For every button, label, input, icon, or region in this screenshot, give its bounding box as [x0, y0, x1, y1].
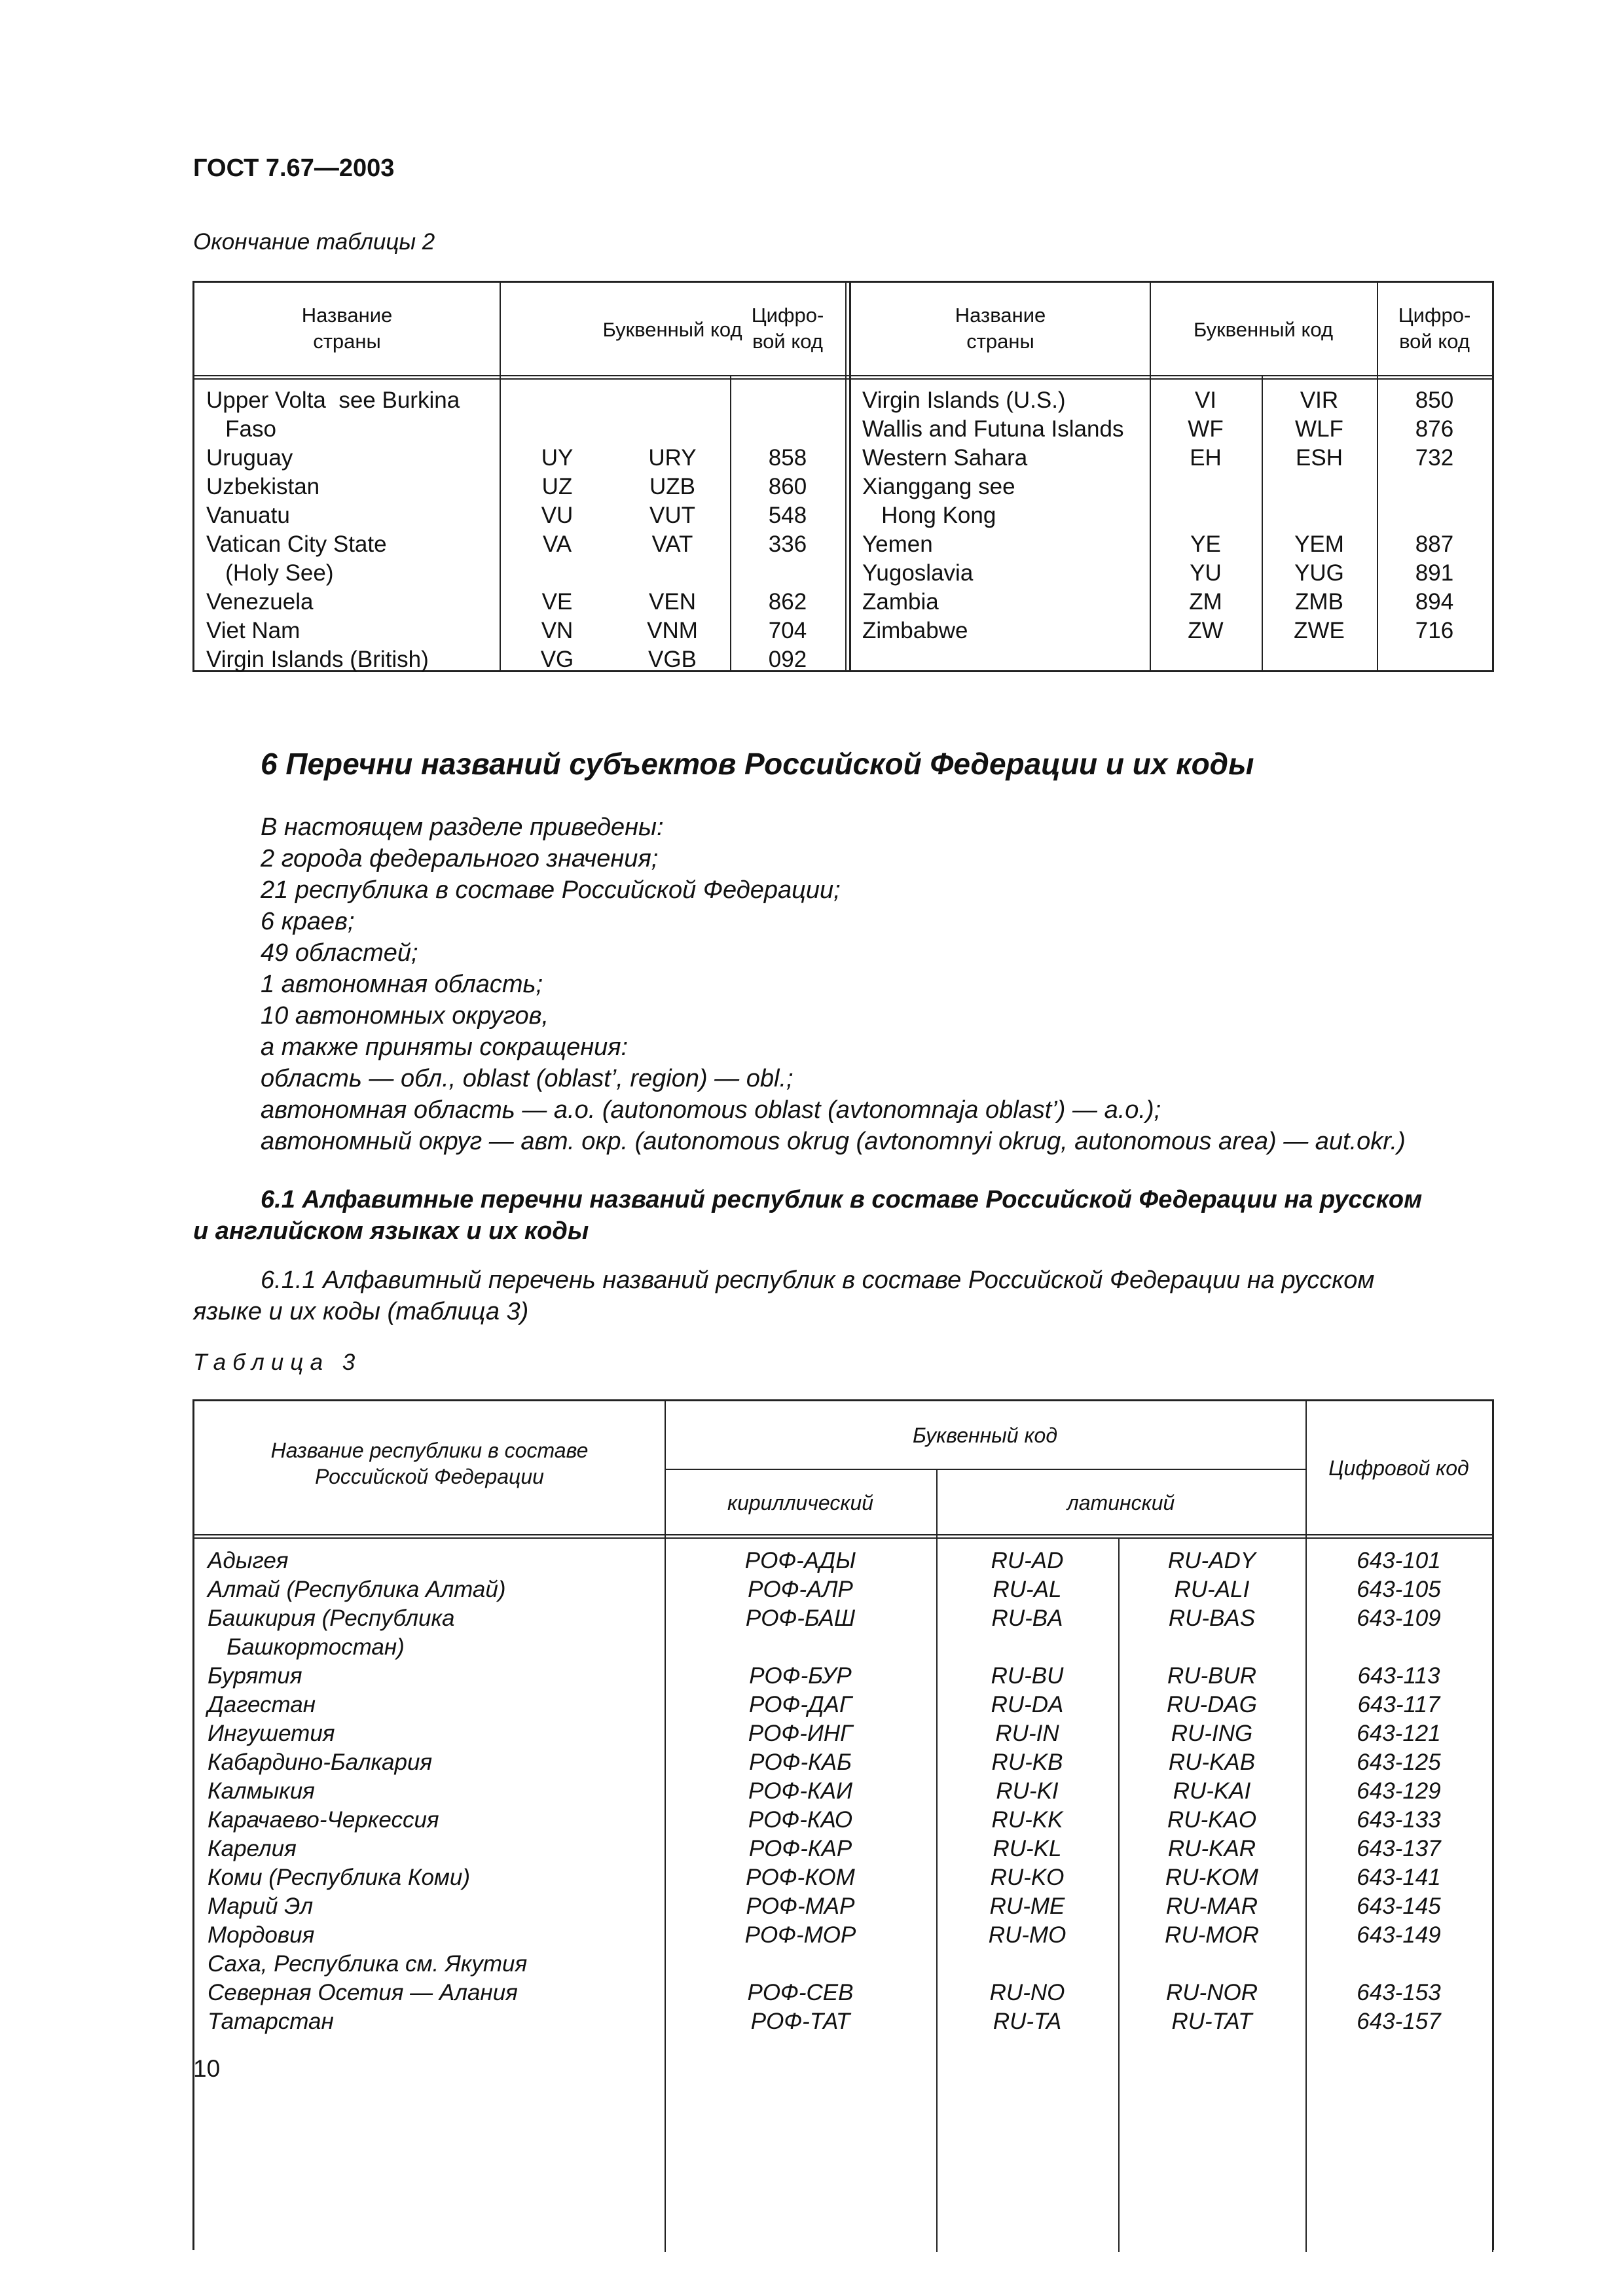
section-6-title: 6 Перечни названий субъектов Российской Федерации и их коды — [261, 747, 1254, 781]
republic-name-cell: Коми (Республика Коми) — [208, 1865, 471, 1890]
table-3 — [192, 1399, 1494, 2250]
numeric-code-cell: 643-145 — [1357, 1893, 1441, 1919]
latin-code-3-cell: RU-KAR — [1167, 1836, 1256, 1861]
cyrillic-code-cell: РОФ-КАО — [748, 1807, 853, 1833]
latin-code-2-cell: RU-KK — [991, 1807, 1063, 1833]
header-digit-code-left: Цифро- вой код — [751, 304, 824, 353]
country-name-cell: Yemen — [862, 531, 933, 557]
republic-name-cell: Мордовия — [208, 1922, 315, 1948]
cyrillic-code-cell: РОФ-ДАГ — [748, 1692, 852, 1717]
alpha2-code-cell: VG — [540, 647, 574, 672]
latin-code-3-cell: RU-KAB — [1168, 1749, 1256, 1775]
latin-code-2-cell: RU-TA — [993, 2009, 1062, 2034]
numeric-code-cell: 643-109 — [1357, 1605, 1441, 1631]
republic-name-cell: Калмыкия — [208, 1778, 315, 1804]
latin-code-2-cell: RU-KI — [996, 1778, 1059, 1804]
header-letter-code-left: Буквенный код — [602, 318, 742, 341]
header-country-name-left: Название страны — [301, 304, 393, 353]
alpha2-code-cell: EH — [1190, 445, 1222, 471]
numeric-code-cell: 860 — [768, 474, 807, 499]
latin-code-3-cell: RU-DAG — [1166, 1692, 1258, 1717]
numeric-code-cell: 894 — [1415, 589, 1454, 615]
country-name-cell: Vanuatu — [206, 503, 290, 528]
country-name-cell: Western Sahara — [862, 445, 1028, 471]
numeric-code-cell: 643-137 — [1357, 1836, 1441, 1861]
country-name-cell: Virgin Islands (British) — [206, 647, 429, 672]
cyrillic-code-cell: РОФ-БУР — [749, 1663, 852, 1689]
numeric-code-cell: 548 — [768, 503, 807, 528]
alpha3-code-cell: YUG — [1294, 560, 1344, 586]
subsection-6-1-1-line-2: языке и их коды (таблица 3) — [193, 1298, 529, 1325]
numeric-code-cell: 643-125 — [1357, 1749, 1441, 1775]
numeric-code-cell: 092 — [768, 647, 807, 672]
latin-code-3-cell: RU-BAS — [1168, 1605, 1256, 1631]
cyrillic-code-cell: РОФ-КАР — [748, 1836, 852, 1861]
country-name-cell: (Holy See) — [206, 560, 334, 586]
latin-code-3-cell: RU-TAT — [1171, 2009, 1252, 2034]
cyrillic-code-cell: РОФ-АЛР — [748, 1577, 853, 1602]
subsection-6-1-1-line-1: 6.1.1 Алфавитный перечень названий республик в составе Российской Федерации на русском — [261, 1266, 1375, 1294]
intro-line: 10 автономных округов, — [261, 1002, 549, 1030]
republic-name-cell: Кабардино-Балкария — [208, 1749, 433, 1775]
alpha2-code-cell: ZM — [1189, 589, 1222, 615]
country-name-cell: Uruguay — [206, 445, 293, 471]
alpha3-code-cell: VGB — [648, 647, 697, 672]
numeric-code-cell: 643-133 — [1357, 1807, 1441, 1833]
country-name-cell: Hong Kong — [862, 503, 996, 528]
republic-name-cell: Ингушетия — [208, 1721, 335, 1746]
cyrillic-code-cell: РОФ-КАИ — [748, 1778, 853, 1804]
latin-code-2-cell: RU-AL — [993, 1577, 1062, 1602]
cyrillic-code-cell: РОФ-СЕВ — [747, 1980, 854, 2005]
country-name-cell: Vatican City State — [206, 531, 387, 557]
numeric-code-cell: 732 — [1415, 445, 1454, 471]
alpha3-code-cell: VIR — [1300, 387, 1339, 413]
numeric-code-cell: 643-105 — [1357, 1577, 1441, 1602]
alpha2-code-cell: VU — [541, 503, 574, 528]
republic-name-cell: Татарстан — [208, 2009, 334, 2034]
header-country-name-right: Название страны — [955, 304, 1046, 353]
cyrillic-code-cell: РОФ-МАР — [746, 1893, 855, 1919]
cyrillic-code-cell: РОФ-КАБ — [749, 1749, 852, 1775]
alpha2-code-cell: VA — [542, 531, 572, 557]
intro-line: автономный округ — авт. окр. (autonomous okrug (avtonomnyi okrug, autonomous area) — aut.okr.) — [261, 1128, 1406, 1155]
latin-code-3-cell: RU-MOR — [1165, 1922, 1259, 1948]
subsection-6-1-line-1: 6.1 Алфавитные перечни названий республик в составе Российской Федерации на русском — [261, 1186, 1423, 1213]
alpha3-code-cell: VNM — [647, 618, 698, 643]
header-digit-code-right: Цифро- вой код — [1398, 304, 1471, 353]
latin-code-2-cell: RU-BU — [991, 1663, 1064, 1689]
latin-code-2-cell: RU-MO — [988, 1922, 1067, 1948]
country-name-cell: Venezuela — [206, 589, 314, 615]
subsection-6-1-line-2: и английском языках и их коды — [193, 1217, 589, 1245]
alpha2-code-cell: WF — [1188, 416, 1224, 442]
latin-code-3-cell: RU-KAO — [1167, 1807, 1257, 1833]
alpha3-code-cell: ZMB — [1295, 589, 1343, 615]
cyrillic-code-cell: РОФ-БАШ — [745, 1605, 856, 1631]
cyrillic-code-cell: РОФ-МОР — [744, 1922, 856, 1948]
republic-name-cell: Карачаево-Черкессия — [208, 1807, 439, 1833]
country-name-cell: Yugoslavia — [862, 560, 974, 586]
cyrillic-code-cell: РОФ-ТАТ — [750, 2009, 850, 2034]
country-name-cell: Uzbekistan — [206, 474, 320, 499]
header-digit-code: Цифровой код — [1328, 1456, 1469, 1480]
country-name-cell: Virgin Islands (U.S.) — [862, 387, 1066, 413]
header-letter-code: Буквенный код — [912, 1424, 1058, 1447]
alpha2-code-cell: VN — [541, 618, 574, 643]
alpha3-code-cell: VAT — [651, 531, 693, 557]
latin-code-3-cell: RU-ING — [1171, 1721, 1253, 1746]
intro-line: автономная область — а.о. (autonomous oblast (avtonomnaja oblast’) — a.o.); — [261, 1096, 1161, 1124]
numeric-code-cell: 858 — [768, 445, 807, 471]
country-name-cell: Upper Volta see Burkina — [206, 387, 460, 413]
country-name-cell: Viet Nam — [206, 618, 301, 643]
republic-name-cell: Дагестан — [208, 1692, 316, 1717]
country-name-cell: Wallis and Futuna Islands — [862, 416, 1124, 442]
latin-code-2-cell: RU-ME — [989, 1893, 1065, 1919]
table-continuation-caption: Окончание таблицы 2 — [193, 229, 435, 255]
numeric-code-cell: 850 — [1415, 387, 1454, 413]
numeric-code-cell: 876 — [1415, 416, 1454, 442]
intro-line: 6 краев; — [261, 908, 355, 935]
alpha3-code-cell: YEM — [1294, 531, 1344, 557]
latin-code-3-cell: RU-KOM — [1165, 1865, 1258, 1890]
numeric-code-cell: 643-121 — [1357, 1721, 1441, 1746]
numeric-code-cell: 643-153 — [1357, 1980, 1441, 2005]
cyrillic-code-cell: РОФ-АДЫ — [744, 1548, 856, 1573]
cyrillic-code-cell: РОФ-КОМ — [746, 1865, 855, 1890]
numeric-code-cell: 643-129 — [1357, 1778, 1441, 1804]
alpha2-code-cell: YE — [1190, 531, 1221, 557]
country-name-cell: Xianggang see — [862, 474, 1015, 499]
alpha3-code-cell: URY — [648, 445, 697, 471]
latin-code-2-cell: RU-NO — [989, 1980, 1065, 2005]
cyrillic-code-cell: РОФ-ИНГ — [748, 1721, 853, 1746]
republic-name-cell: Бурятия — [208, 1663, 302, 1689]
republic-name-cell: Саха, Республика см. Якутия — [208, 1951, 528, 1977]
intro-line: 2 города федерального значения; — [261, 845, 659, 872]
alpha3-code-cell: WLF — [1295, 416, 1343, 442]
latin-code-2-cell: RU-KB — [991, 1749, 1063, 1775]
latin-code-3-cell: RU-ALI — [1174, 1577, 1250, 1602]
latin-code-2-cell: RU-IN — [995, 1721, 1059, 1746]
intro-line: В настоящем разделе приведены: — [261, 814, 664, 841]
numeric-code-cell: 643-157 — [1357, 2009, 1441, 2034]
latin-code-2-cell: RU-AD — [991, 1548, 1064, 1573]
intro-line: а также приняты сокращения: — [261, 1033, 629, 1061]
republic-name-cell: Северная Осетия — Алания — [208, 1980, 518, 2005]
header-republic-name: Название республики в составе Российской Федерации — [270, 1439, 589, 1488]
document-header: ГОСТ 7.67—2003 — [193, 154, 395, 182]
alpha3-code-cell: UZB — [649, 474, 695, 499]
country-name-cell: Faso — [206, 416, 276, 442]
alpha3-code-cell: ESH — [1296, 445, 1343, 471]
alpha3-code-cell: ZWE — [1294, 618, 1345, 643]
numeric-code-cell: 862 — [768, 589, 807, 615]
latin-code-2-cell: RU-BA — [991, 1605, 1063, 1631]
intro-line: область — обл., oblast (oblast’, region) — obl.; — [261, 1065, 793, 1092]
latin-code-3-cell: RU-NOR — [1166, 1980, 1258, 2005]
table-3-caption: Таблица 3 — [193, 1350, 362, 1375]
latin-code-2-cell: RU-KO — [990, 1865, 1065, 1890]
header-letter-code-right: Буквенный код — [1193, 318, 1334, 341]
alpha2-code-cell: UY — [541, 445, 574, 471]
republic-name-cell: Адыгея — [208, 1548, 289, 1573]
page-number: 10 — [193, 2055, 221, 2082]
republic-name-cell: Башкортостан) — [208, 1634, 405, 1660]
alpha3-code-cell: VUT — [649, 503, 695, 528]
table-2 — [192, 281, 1494, 672]
alpha2-code-cell: VI — [1194, 387, 1217, 413]
numeric-code-cell: 643-101 — [1357, 1548, 1441, 1573]
latin-code-3-cell: RU-ADY — [1167, 1548, 1256, 1573]
numeric-code-cell: 887 — [1415, 531, 1454, 557]
intro-line: 21 республика в составе Российской Федерации; — [261, 876, 841, 904]
alpha3-code-cell: VEN — [649, 589, 696, 615]
republic-name-cell: Марий Эл — [208, 1893, 314, 1919]
numeric-code-cell: 643-149 — [1357, 1922, 1441, 1948]
republic-name-cell: Карелия — [208, 1836, 297, 1861]
numeric-code-cell: 716 — [1415, 618, 1454, 643]
latin-code-2-cell: RU-DA — [991, 1692, 1064, 1717]
numeric-code-cell: 704 — [768, 618, 807, 643]
numeric-code-cell: 891 — [1415, 560, 1454, 586]
numeric-code-cell: 643-113 — [1357, 1663, 1440, 1689]
latin-code-3-cell: RU-BUR — [1167, 1663, 1257, 1689]
latin-code-2-cell: RU-KL — [993, 1836, 1062, 1861]
numeric-code-cell: 336 — [768, 531, 807, 557]
intro-line: 1 автономная область; — [261, 971, 543, 998]
country-name-cell: Zambia — [862, 589, 939, 615]
numeric-code-cell: 643-117 — [1357, 1692, 1440, 1717]
intro-line: 49 областей; — [261, 939, 418, 967]
latin-code-3-cell: RU-MAR — [1166, 1893, 1258, 1919]
latin-code-3-cell: RU-KAI — [1173, 1778, 1251, 1804]
header-latin: латинский — [1067, 1491, 1175, 1515]
alpha2-code-cell: VE — [541, 589, 573, 615]
numeric-code-cell: 643-141 — [1357, 1865, 1441, 1890]
country-name-cell: Zimbabwe — [862, 618, 968, 643]
republic-name-cell: Башкирия (Республика — [208, 1605, 455, 1631]
republic-name-cell: Алтай (Республика Алтай) — [208, 1577, 506, 1602]
header-cyrillic: кириллический — [727, 1491, 874, 1515]
alpha2-code-cell: YU — [1190, 560, 1222, 586]
alpha2-code-cell: ZW — [1188, 618, 1224, 643]
alpha2-code-cell: UZ — [541, 474, 573, 499]
